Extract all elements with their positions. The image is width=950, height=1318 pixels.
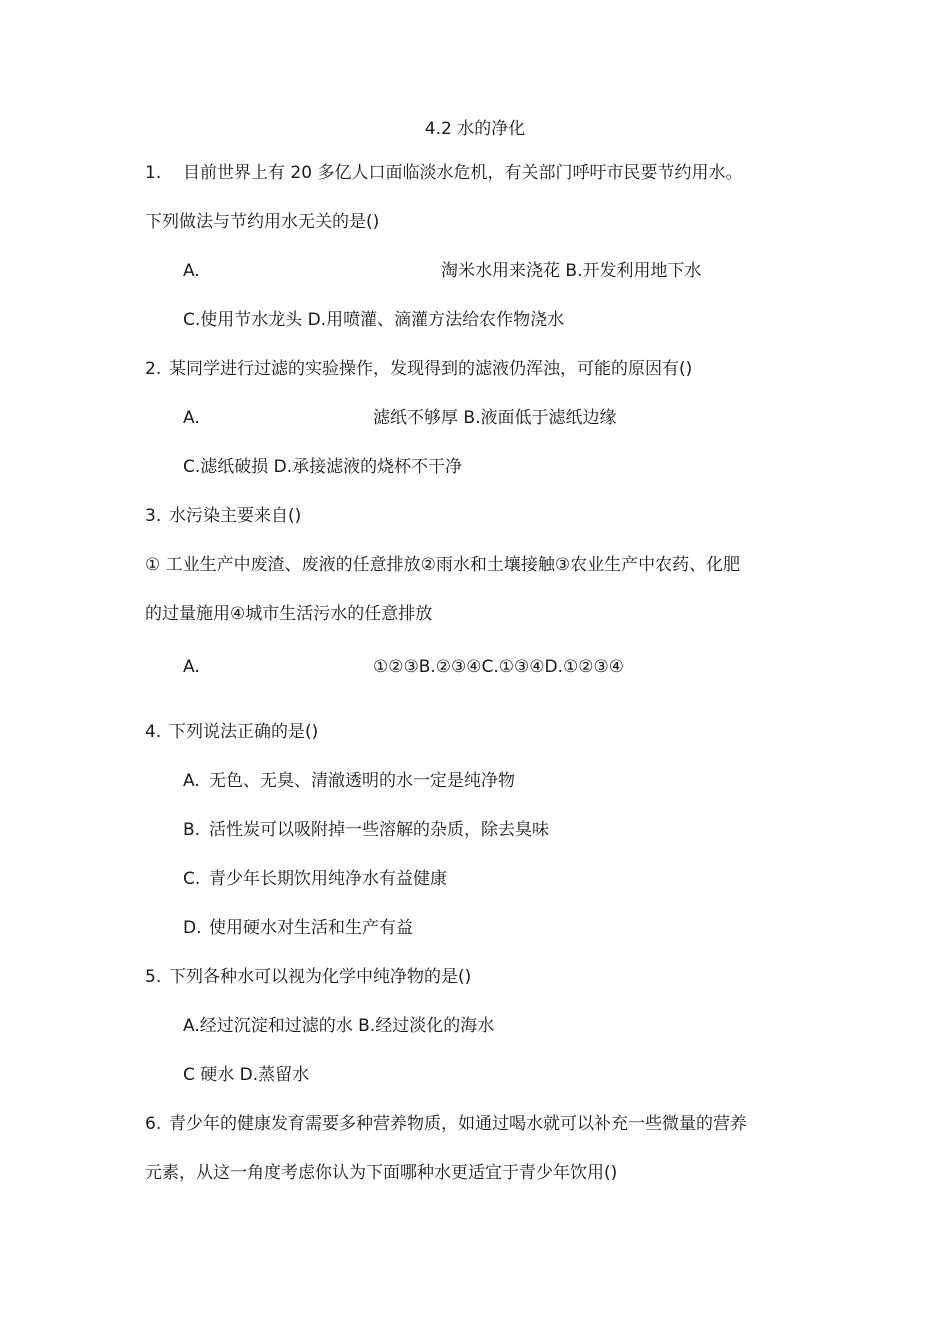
page-title: 4.2 水的净化 xyxy=(424,119,526,139)
option-text: 无色、无臭、清澈透明的水一定是纯净物 xyxy=(209,771,515,791)
question-1-stem: 目前世界上有 20 多亿人口面临淡水危机，有关部门呼吁市民要节约用水。 xyxy=(183,163,743,183)
question-5-number: 5. xyxy=(145,967,162,987)
question-1-option-a-label: A. xyxy=(183,261,200,281)
question-2-option-row-2: C.滤纸破损 D.承接滤液的烧杯不干净 xyxy=(183,457,463,477)
question-3-line-2: ① 工业生产中废渣、废液的任意排放②雨水和土壤接触③农业生产中农药、化肥 xyxy=(145,555,741,575)
option-label: D. xyxy=(183,918,202,938)
question-6-line-1 xyxy=(145,1112,747,1136)
question-2-option-a-label: A. xyxy=(183,408,200,428)
option-text: 使用硬水对生活和生产有益 xyxy=(209,918,413,938)
question-4-number: 4. xyxy=(145,722,162,742)
question-1-line-2: 下列做法与节约用水无关的是() xyxy=(145,212,380,232)
question-6-stem: 青少年的健康发育需要多种营养物质，如通过喝水就可以补充一些微量的营养 xyxy=(169,1114,747,1134)
question-3-option-a-label: A. xyxy=(183,657,200,677)
question-4-option-a xyxy=(183,769,515,793)
question-2-stem: 某同学进行过滤的实验操作，发现得到的滤液仍浑浊，可能的原因有() xyxy=(169,359,693,379)
option-label: A. xyxy=(183,771,200,791)
question-3-line-1 xyxy=(145,504,301,528)
option-text: 青少年长期饮用纯净水有益健康 xyxy=(209,869,447,889)
question-5-option-row-1: A.经过沉淀和过滤的水 B.经过淡化的海水 xyxy=(183,1016,495,1036)
question-4-option-c xyxy=(183,867,447,891)
question-6-number: 6. xyxy=(145,1114,162,1134)
question-3-number: 3. xyxy=(145,506,162,526)
question-4-option-d xyxy=(183,916,413,940)
option-label: C. xyxy=(183,869,201,889)
question-1-line-1 xyxy=(145,161,742,185)
question-3-stem: 水污染主要来自() xyxy=(169,506,302,526)
option-label: B. xyxy=(183,820,201,840)
question-3-line-3: 的过量施用④城市生活污水的任意排放 xyxy=(145,604,433,624)
question-2-option-row-1: 滤纸不够厚 B.液面低于滤纸边缘 xyxy=(373,408,617,428)
question-5-stem: 下列各种水可以视为化学中纯净物的是() xyxy=(169,967,472,987)
question-1-option-row-1: 淘米水用来浇花 B.开发利用地下水 xyxy=(441,261,702,281)
question-5-option-row-2: C 硬水 D.蒸留水 xyxy=(183,1065,310,1085)
question-5-line-1 xyxy=(145,965,471,989)
question-2-number: 2. xyxy=(145,359,162,379)
question-2-line-1 xyxy=(145,357,692,381)
option-text: 活性炭可以吸附掉一些溶解的杂质，除去臭味 xyxy=(209,820,549,840)
question-4-option-b xyxy=(183,818,549,842)
question-6-line-2: 元素，从这一角度考虑你认为下面哪种水更适宜于青少年饮用() xyxy=(145,1163,618,1183)
question-1-option-row-2: C.使用节水龙头 D.用喷灌、滴灌方法给农作物浇水 xyxy=(183,310,565,330)
question-1-number: 1. xyxy=(145,163,162,183)
question-4-stem: 下列说法正确的是() xyxy=(169,722,319,742)
question-4-line-1 xyxy=(145,720,318,744)
question-3-option-row-1: ①②③B.②③④C.①③④D.①②③④ xyxy=(373,657,624,677)
